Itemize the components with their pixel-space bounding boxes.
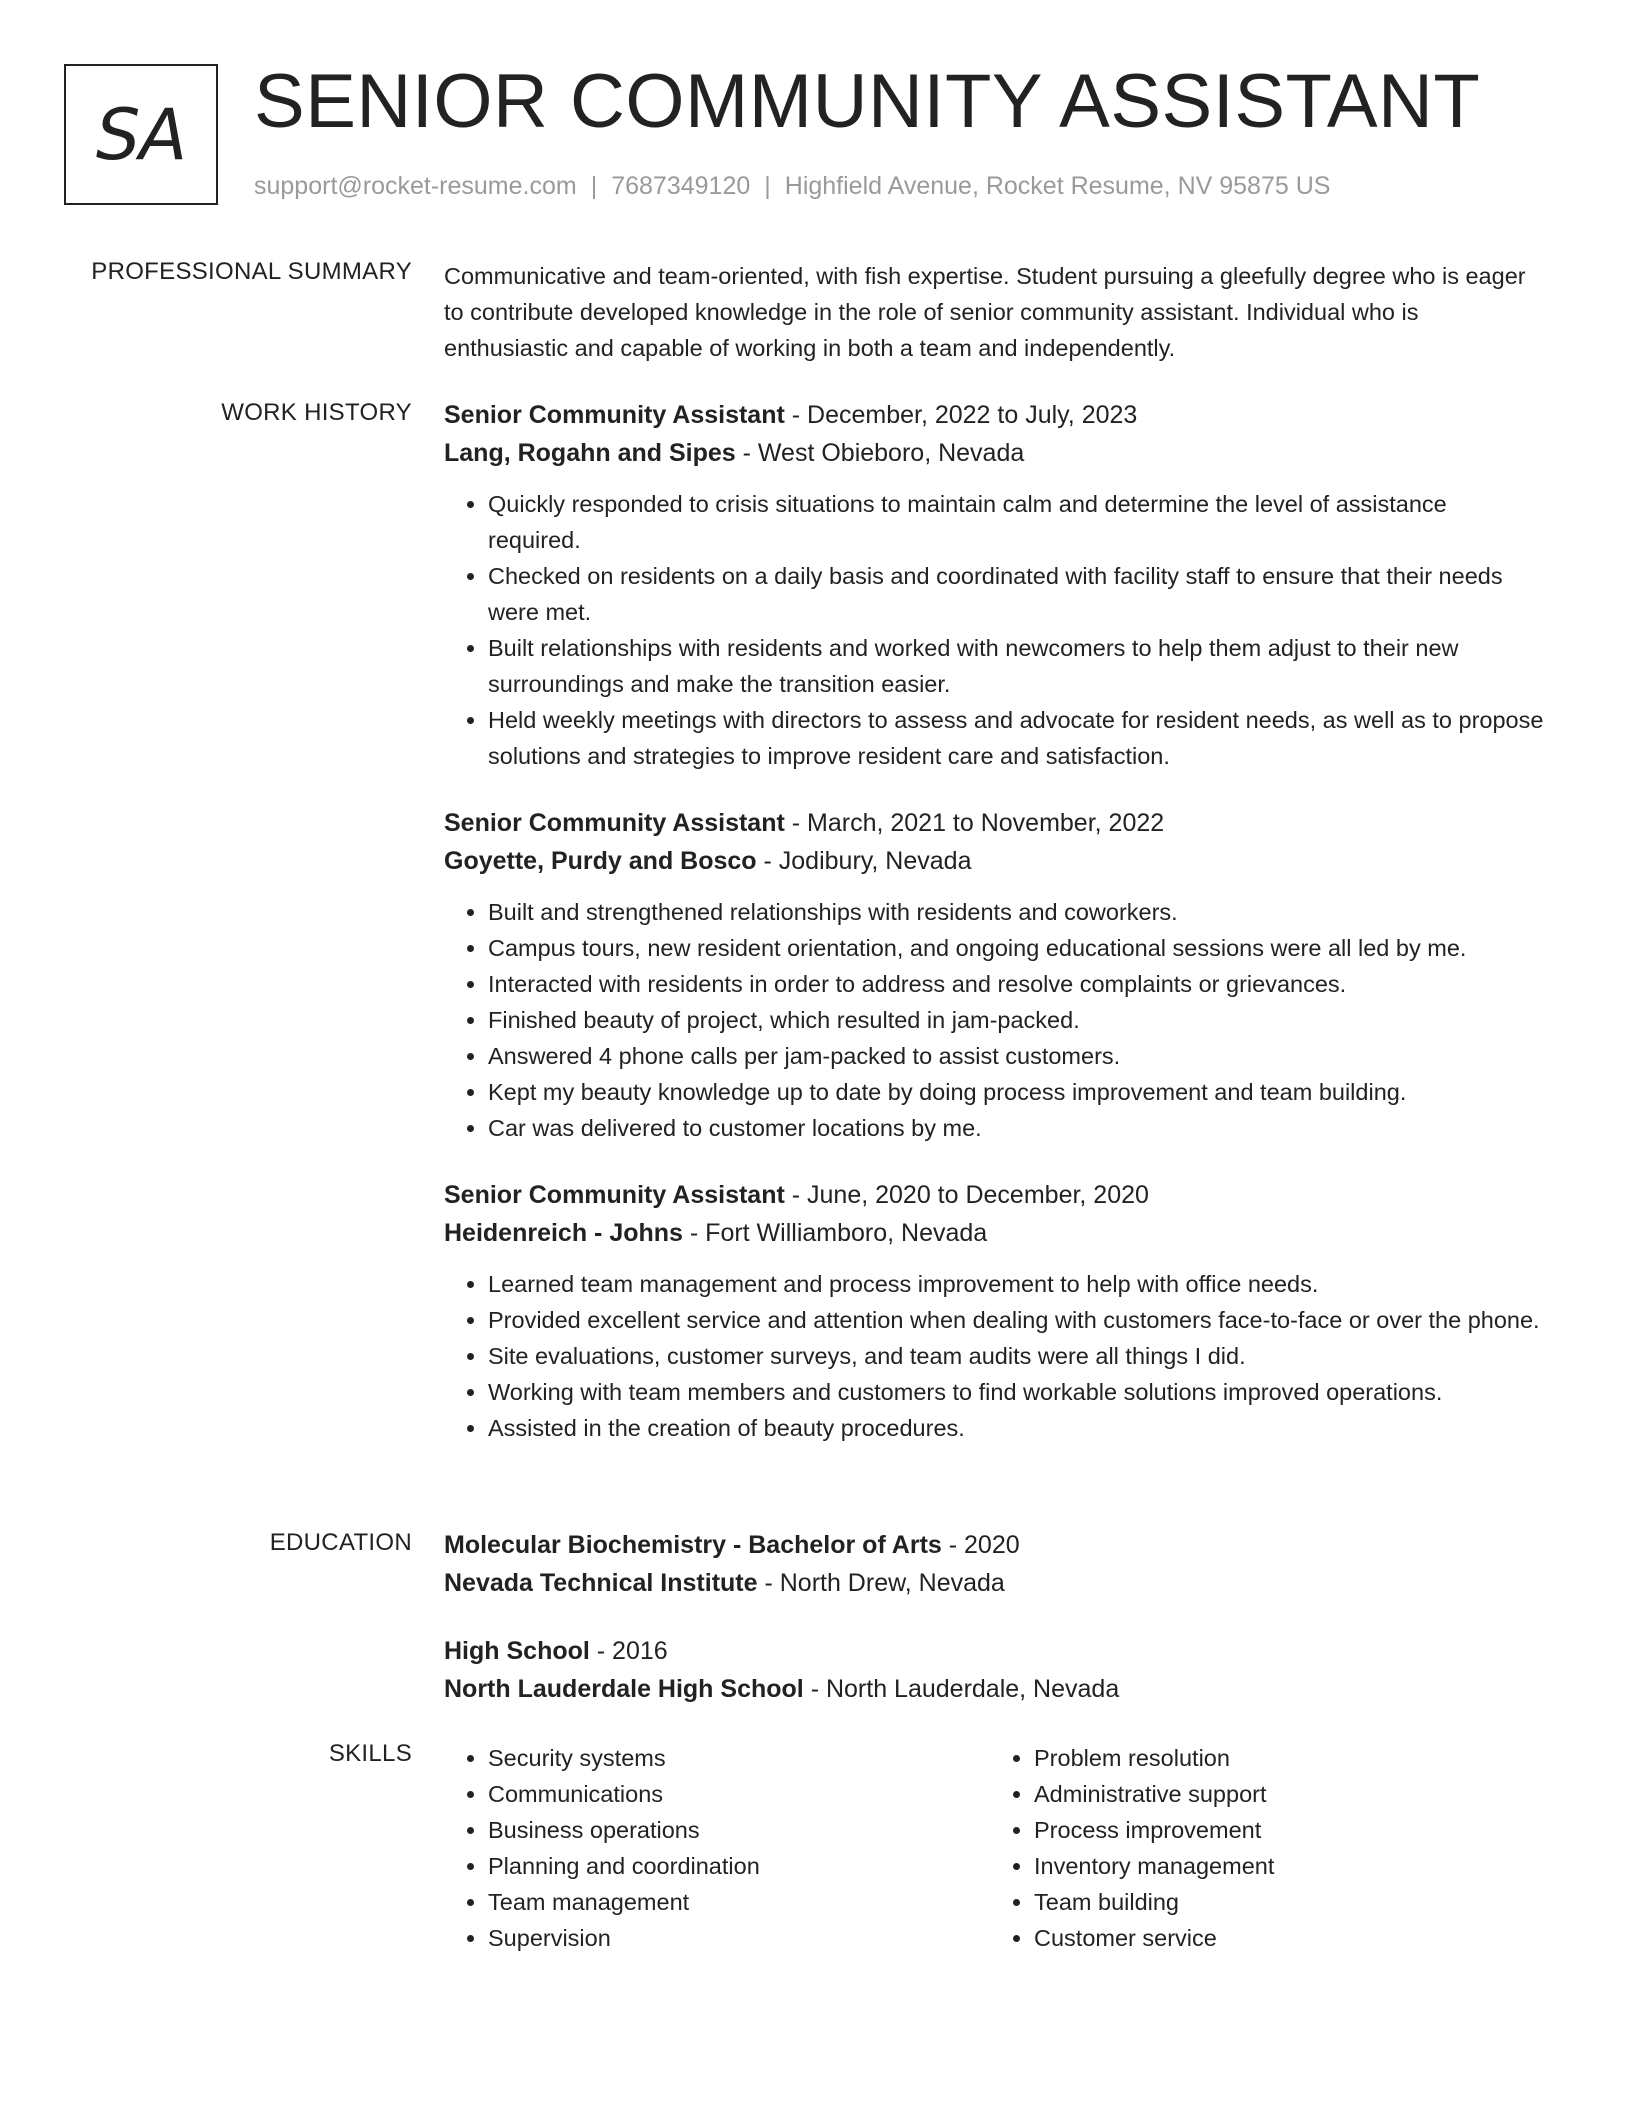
job-dates: - March, 2021 to November, 2022 (784, 809, 1165, 837)
job-title-line (444, 396, 1544, 434)
list-item: • Kept my beauty knowledge up to date by doing process improvement and team building. (488, 1074, 1544, 1110)
job-entry (444, 396, 1544, 774)
education-year: - 2020 (941, 1531, 1020, 1559)
skill-item: • Security systems (488, 1740, 990, 1776)
education-location: - North Drew, Nevada (757, 1569, 1005, 1597)
contact-separator: | (764, 172, 771, 200)
job-company: Goyette, Purdy and Bosco (444, 847, 757, 875)
contact-phone[interactable]: 7687349120 (611, 172, 751, 200)
list-item: • Held weekly meetings with directors to assess and advocate for resident needs, as well as to propose solutions and strategies to improve resident care and satisfaction. (488, 702, 1544, 774)
list-item: • Site evaluations, customer surveys, and team audits were all things I did. (488, 1338, 1544, 1374)
skills-columns (444, 1740, 1544, 1956)
section-title-education: EDUCATION (269, 1529, 412, 1556)
section-title-work-history: WORK HISTORY (221, 399, 412, 426)
education-location: - North Lauderdale, Nevada (803, 1675, 1120, 1703)
job-title-line (444, 1176, 1544, 1214)
job-company-line (444, 842, 1544, 880)
summary-text: Communicative and team-oriented, with fish expertise. Student pursuing a gleefully degree who is eager to contribute developed knowledge in the role of senior community assistant. Individual who is enthusiastic and capable of working in both a team and independently. (444, 263, 1526, 361)
skill-item: • Communications (488, 1776, 990, 1812)
list-item: • Interacted with residents in order to address and resolve complaints or grievances. (488, 966, 1544, 1002)
job-entry (444, 804, 1544, 1146)
education-body (444, 1526, 1544, 1738)
list-item: • Built relationships with residents and worked with newcomers to help them adjust to their new surroundings and make the transition easier. (488, 630, 1544, 702)
list-item: • Answered 4 phone calls per jam-packed to assist customers. (488, 1038, 1544, 1074)
skill-item: • Inventory management (1034, 1848, 1536, 1884)
education-degree: High School (444, 1637, 590, 1665)
monogram-initials: SA (64, 64, 218, 205)
skills-body (444, 1740, 1544, 1956)
list-item: • Built and strengthened relationships with residents and coworkers. (488, 894, 1544, 930)
job-location: - Fort Williamboro, Nevada (682, 1219, 988, 1247)
job-bullets (444, 486, 1544, 774)
job-dates: - December, 2022 to July, 2023 (784, 401, 1138, 429)
job-company-line (444, 434, 1544, 472)
skill-item: • Supervision (488, 1920, 990, 1956)
skill-item: • Team management (488, 1884, 990, 1920)
contact-line (254, 172, 1330, 201)
education-degree-line (444, 1526, 1544, 1564)
list-item: • Finished beauty of project, which resulted in jam-packed. (488, 1002, 1544, 1038)
job-role: Senior Community Assistant (444, 1181, 785, 1209)
job-location: - Jodibury, Nevada (756, 847, 972, 875)
skills-list-right (990, 1740, 1536, 1956)
job-bullets (444, 894, 1544, 1146)
section-title-skills: SKILLS (328, 1740, 412, 1767)
resume-header (64, 59, 1568, 210)
job-location: - West Obieboro, Nevada (735, 439, 1025, 467)
list-item: • Learned team management and process improvement to help with office needs. (488, 1266, 1544, 1302)
education-school: North Lauderdale High School (444, 1675, 804, 1703)
list-item: • Car was delivered to customer locations by me. (488, 1110, 1544, 1146)
list-item: • Working with team members and customers to find workable solutions improved operations. (488, 1374, 1544, 1410)
education-degree: Molecular Biochemistry - Bachelor of Arts (444, 1531, 942, 1559)
section-title-summary: PROFESSIONAL SUMMARY (91, 258, 412, 285)
list-item: • Checked on residents on a daily basis and coordinated with facility staff to ensure that their needs were met. (488, 558, 1544, 630)
skill-item: • Process improvement (1034, 1812, 1536, 1848)
contact-email[interactable]: support@rocket-resume.com (254, 172, 577, 200)
skill-item: • Business operations (488, 1812, 990, 1848)
job-bullets (444, 1266, 1544, 1446)
contact-address: Highfield Avenue, Rocket Resume, NV 95875 US (784, 172, 1331, 200)
job-entry (444, 1176, 1544, 1446)
education-entry (444, 1632, 1544, 1708)
skill-item: • Team building (1034, 1884, 1536, 1920)
contact-separator: | (590, 172, 598, 200)
education-school-line (444, 1670, 1544, 1708)
job-dates: - June, 2020 to December, 2020 (784, 1181, 1149, 1209)
list-item: • Assisted in the creation of beauty procedures. (488, 1410, 1544, 1446)
education-school: Nevada Technical Institute (444, 1569, 758, 1597)
skill-item: • Problem resolution (1034, 1740, 1536, 1776)
page-title: SENIOR COMMUNITY ASSISTANT (254, 59, 1481, 144)
skills-list-left (444, 1740, 990, 1956)
education-degree-line (444, 1632, 1544, 1670)
job-company: Heidenreich - Johns (444, 1219, 683, 1247)
skill-item: • Administrative support (1034, 1776, 1536, 1812)
job-title-line (444, 804, 1544, 842)
summary-body (444, 258, 1544, 366)
job-role: Senior Community Assistant (444, 809, 785, 837)
education-entry (444, 1526, 1544, 1602)
job-company-line (444, 1214, 1544, 1252)
work-history-body (444, 396, 1544, 1476)
list-item: • Quickly responded to crisis situations to maintain calm and determine the level of assistance required. (488, 486, 1544, 558)
education-school-line (444, 1564, 1544, 1602)
skill-item: • Customer service (1034, 1920, 1536, 1956)
job-role: Senior Community Assistant (444, 401, 785, 429)
list-item: • Provided excellent service and attention when dealing with customers face-to-face or over the phone. (488, 1302, 1544, 1338)
education-year: - 2016 (589, 1637, 668, 1665)
job-company: Lang, Rogahn and Sipes (444, 439, 736, 467)
skill-item: • Planning and coordination (488, 1848, 990, 1884)
list-item: • Campus tours, new resident orientation, and ongoing educational sessions were all led by me. (488, 930, 1544, 966)
